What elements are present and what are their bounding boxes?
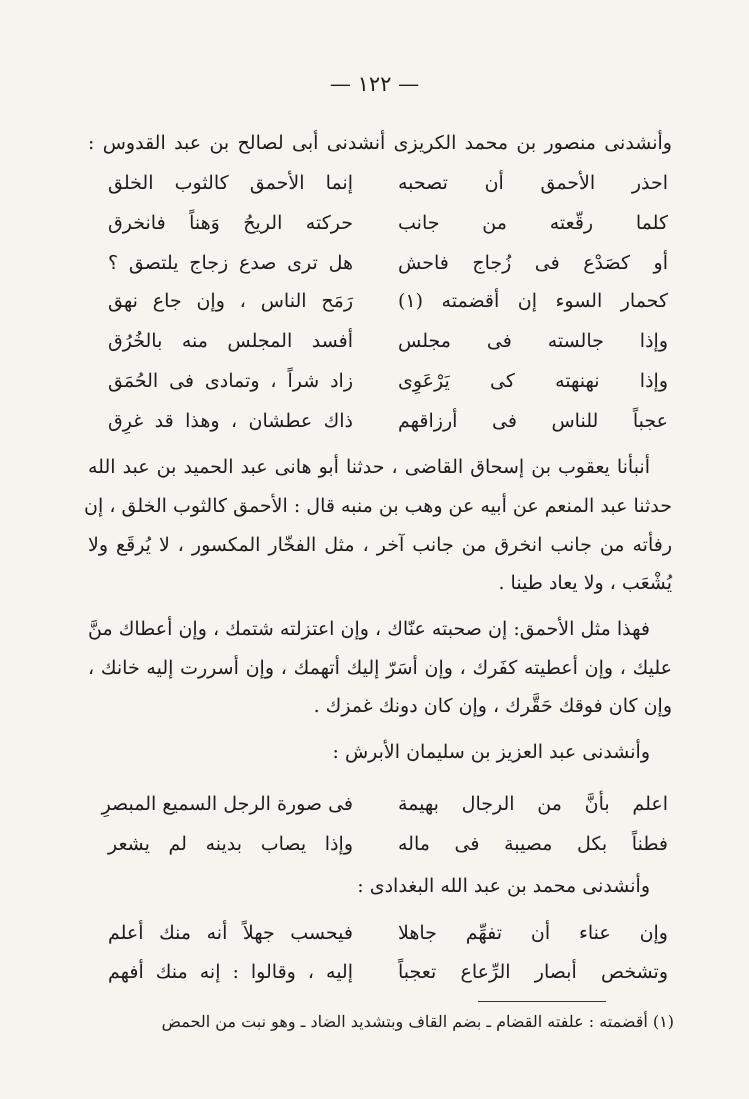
verse [108,330,668,352]
verse-second-hemistich: رَمَح الناس ، وإن جاع نهق [108,290,353,312]
verse-second-hemistich: فيحسب جهلاً أنه منك أعلم [108,922,353,944]
verse-first-hemistich: وإذا نهنهته كى يَرْعَوِى [398,370,668,392]
verse-first-hemistich: أو كصَدْع فى زُجاج فاحش [398,252,668,274]
verse-first-hemistich: وتشخص أبصار الرِّعاع تعجباً [398,961,668,983]
verse [108,922,668,944]
footnote-divider [478,1001,606,1002]
verse-second-hemistich: إنما الأحمق كالثوب الخلق [108,172,353,194]
page-number: — ١٢٢ — [329,72,420,96]
verse-first-hemistich: احذر الأحمق أن تصحبه [398,172,668,194]
verse-first-hemistich: وإن عناء أن تفهِّم جاهلا [398,922,668,944]
verse-second-hemistich: زاد شراً ، وتمادى فى الحُمَق [108,370,353,392]
verse-first-hemistich: كلما رقّعته من جانب [398,212,668,234]
verse [108,172,668,194]
verse [108,290,668,312]
verse-first-hemistich: كحمار السوء إن أقضمته (١) [398,290,668,312]
verse-first-hemistich: اعلم بأنَّ من الرجال بهيمة [398,793,668,815]
prose-line: رفأته من جانب انخرق من جانب آخر ، مثل الفخّار المكسور ، لا يُرقَع ولا [88,534,672,556]
poem-introduction: وأنشدنى منصور بن محمد الكريزى أنشدنى أبى لصالح بن عبد القدوس : [88,132,672,154]
footnote: (١) أقضمته : علفته القضام ـ بضم القاف وبتشديد الضاد ـ وهو نبت من الحمض [161,1012,674,1031]
prose-line: حدثنا عبد المنعم عن أبيه عن وهب بن منبه قال : الأحمق كالثوب الخلق ، إن [84,495,672,517]
verse-first-hemistich: فطناً بكل مصيبة فى ماله [398,833,668,855]
verse-second-hemistich: وإذا يصاب بدينه لم يشعر [108,833,353,855]
verse [108,961,668,983]
verse [108,370,668,392]
prose-line: عليك ، وإن أعطيته كفَرك ، وإن أسَرّ إليك أتهمك ، وإن أسررت إليه خانك ، [88,657,672,679]
prose-line: يُشْعَب ، ولا يعاد طينا . [498,572,672,594]
poem-introduction: وأنشدنى محمد بن عبد الله البغدادى : [357,875,650,897]
verse-first-hemistich: عجباً للناس فى أرزاقهم [398,410,668,432]
verse-second-hemistich: حركته الريحُ وَهناً فانخرق [108,212,353,234]
verse-second-hemistich: هل ترى صدع زجاج يلتصق ؟ [108,252,353,274]
prose-line: أنبأنا يعقوب بن إسحاق القاضى ، حدثنا أبو هانى عبد الحميد بن عبد الله [88,456,650,478]
verse [101,793,668,815]
verse-first-hemistich: وإذا جالسته فى مجلس [398,330,668,352]
verse-second-hemistich: ذاك عطشان ، وهذا قد غرِق [108,410,353,432]
verse [108,833,668,855]
prose-line: فهذا مثل الأحمق: إن صحبته عنّاك ، وإن اعتزلته شتمك ، وإن أعطاك منَّ [88,618,650,640]
verse-second-hemistich: إليه ، وقالوا : إنه منك أفهم [108,961,353,983]
verse [108,252,668,274]
verse-second-hemistich: فى صورة الرجل السميع المبصرِ [101,793,353,815]
verse-second-hemistich: أفسد المجلس منه بالخُرُق [108,330,353,352]
prose-line: وإن كان فوقك حَقَّرك ، وإن كان دونك غمزك . [313,695,672,717]
poem-introduction: وأنشدنى عبد العزيز بن سليمان الأبرش : [332,741,650,763]
verse [108,410,668,432]
verse [108,212,668,234]
